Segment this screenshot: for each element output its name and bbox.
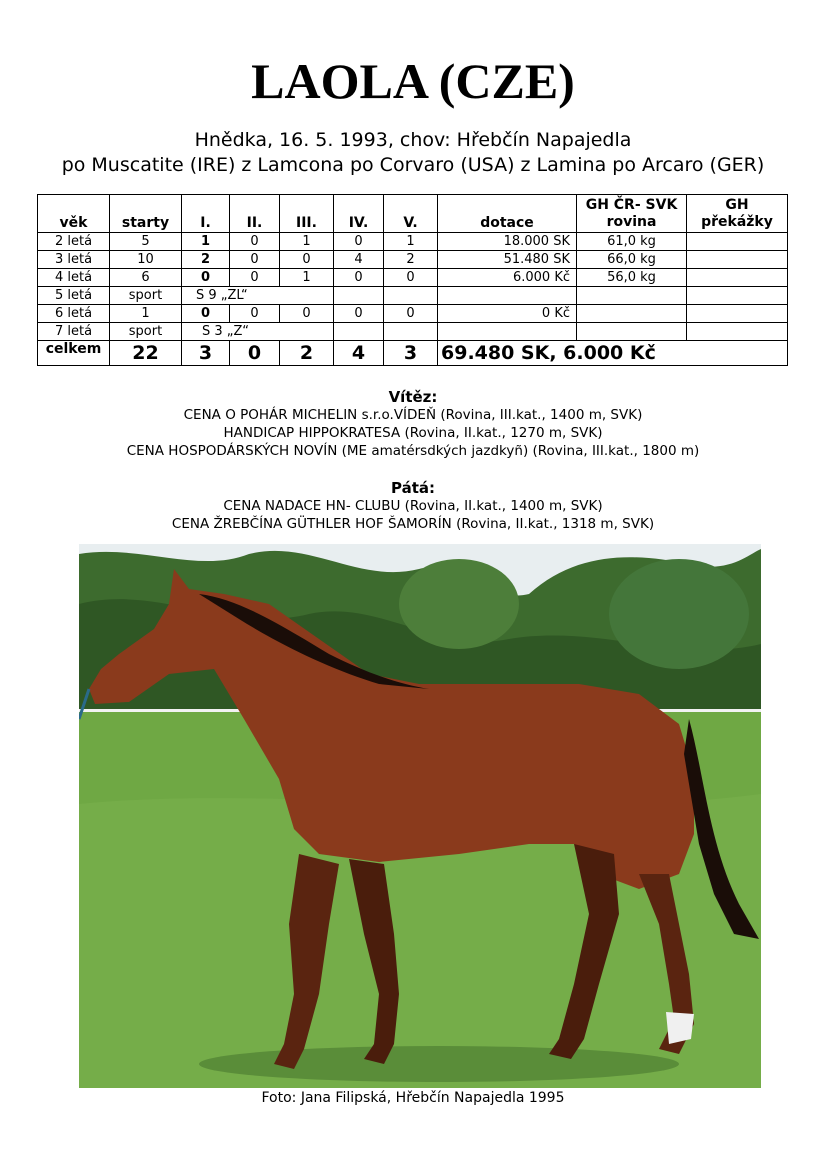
cell-first: 1 [182, 233, 230, 251]
cell-gh-flat: 56,0 kg [577, 269, 687, 287]
cell-gh-jumps [687, 269, 788, 287]
table-row [38, 233, 788, 251]
header-gh-flat: GH ČR- SVK rovina [577, 195, 687, 233]
cell-age: 6 letá [38, 305, 110, 323]
header-fourth: IV. [334, 195, 384, 233]
fifth-place-section [0, 479, 826, 533]
cell-gh-flat: 61,0 kg [577, 233, 687, 251]
cell-second: 0 [230, 251, 280, 269]
header-third: III. [280, 195, 334, 233]
cell-age: 2 letá [38, 233, 110, 251]
winner-heading: Vítěz: [388, 388, 438, 406]
total-first: 3 [182, 341, 230, 366]
cell-fourth: 0 [334, 305, 384, 323]
cell-age: 5 letá [38, 287, 110, 305]
header-second: II. [230, 195, 280, 233]
cell-starts: 1 [110, 305, 182, 323]
cell-second: 0 [230, 305, 280, 323]
pedigree-line: po Muscatite (IRE) z Lamcona po Corvaro (USA) z Lamina po Arcaro (GER) [61, 154, 765, 176]
header-age: věk [38, 195, 110, 233]
horse-photo [79, 544, 761, 1088]
cell-empty [687, 287, 788, 305]
cell-empty [438, 323, 577, 341]
cell-starts: sport [110, 287, 182, 305]
cell-fifth: 0 [384, 305, 438, 323]
total-prize: 69.480 SK, 6.000 Kč [438, 341, 788, 366]
cell-second: 0 [230, 269, 280, 287]
cell-empty [280, 323, 334, 341]
cell-third: 1 [280, 269, 334, 287]
cell-empty [687, 323, 788, 341]
total-label: celkem [38, 341, 110, 366]
cell-sport-note: S 9 „ZL“ [182, 287, 280, 305]
cell-prize: 6.000 Kč [438, 269, 577, 287]
cell-empty [438, 287, 577, 305]
total-second: 0 [230, 341, 280, 366]
cell-prize: 51.480 SK [438, 251, 577, 269]
cell-age: 7 letá [38, 323, 110, 341]
header-fifth: V. [384, 195, 438, 233]
cell-gh-jumps [687, 305, 788, 323]
header-starts: starty [110, 195, 182, 233]
table-row [38, 305, 788, 323]
cell-empty [280, 287, 334, 305]
fifth-heading: Pátá: [390, 479, 435, 497]
table-total-row [38, 341, 788, 366]
table-row [38, 251, 788, 269]
header-gh-jumps: GH překážky [687, 195, 788, 233]
table-row-sport [38, 323, 788, 341]
cell-starts: 6 [110, 269, 182, 287]
horse-illustration [79, 544, 761, 1088]
total-starts: 22 [110, 341, 182, 366]
cell-empty [384, 323, 438, 341]
cell-first: 0 [182, 305, 230, 323]
cell-starts: sport [110, 323, 182, 341]
cell-gh-jumps [687, 251, 788, 269]
cell-empty [334, 323, 384, 341]
cell-empty [334, 287, 384, 305]
cell-starts: 5 [110, 233, 182, 251]
fifth-race: CENA ŽREBČÍNA GÜTHLER HOF ŠAMORÍN (Rovina, II.kat., 1318 m, SVK) [171, 516, 655, 532]
total-third: 2 [280, 341, 334, 366]
photo-caption: Foto: Jana Filipská, Hřebčín Napajedla 1995 [261, 1090, 565, 1106]
cell-fourth: 4 [334, 251, 384, 269]
cell-age: 4 letá [38, 269, 110, 287]
fifth-race: CENA NADACE HN- CLUBU (Rovina, II.kat., 1400 m, SVK) [223, 498, 603, 514]
cell-fifth: 1 [384, 233, 438, 251]
table-row-sport [38, 287, 788, 305]
cell-fifth: 0 [384, 269, 438, 287]
cell-gh-flat: 66,0 kg [577, 251, 687, 269]
table-header-row [38, 195, 788, 233]
cell-gh-jumps [687, 233, 788, 251]
cell-first: 2 [182, 251, 230, 269]
cell-fourth: 0 [334, 269, 384, 287]
cell-second: 0 [230, 233, 280, 251]
total-fourth: 4 [334, 341, 384, 366]
cell-fifth: 2 [384, 251, 438, 269]
cell-empty [577, 323, 687, 341]
cell-prize: 18.000 SK [438, 233, 577, 251]
table-row [38, 269, 788, 287]
cell-gh-flat [577, 305, 687, 323]
cell-sport-note: S 3 „Z“ [182, 323, 280, 341]
cell-empty [577, 287, 687, 305]
cell-starts: 10 [110, 251, 182, 269]
cell-empty [384, 287, 438, 305]
winner-race: CENA O POHÁR MICHELIN s.r.o.VÍDEŇ (Rovina, III.kat., 1400 m, SVK) [183, 407, 643, 423]
header-first: I. [182, 195, 230, 233]
header-prize: dotace [438, 195, 577, 233]
horse-details: Hnědka, 16. 5. 1993, chov: Hřebčín Napajedla [194, 129, 632, 151]
winner-race: HANDICAP HIPPOKRATESA (Rovina, II.kat., 1270 m, SVK) [223, 425, 603, 441]
total-fifth: 3 [384, 341, 438, 366]
cell-third: 0 [280, 305, 334, 323]
winner-race: CENA HOSPODÁRSKÝCH NOVÍN (ME amatérsdkých jazdkyñ) (Rovina, III.kat., 1800 m) [126, 443, 700, 459]
winner-section [0, 388, 826, 460]
cell-third: 1 [280, 233, 334, 251]
cell-prize: 0 Kč [438, 305, 577, 323]
cell-fourth: 0 [334, 233, 384, 251]
cell-third: 0 [280, 251, 334, 269]
cell-first: 0 [182, 269, 230, 287]
cell-age: 3 letá [38, 251, 110, 269]
race-record-table [37, 194, 788, 366]
page-title: LAOLA (CZE) [251, 53, 575, 109]
